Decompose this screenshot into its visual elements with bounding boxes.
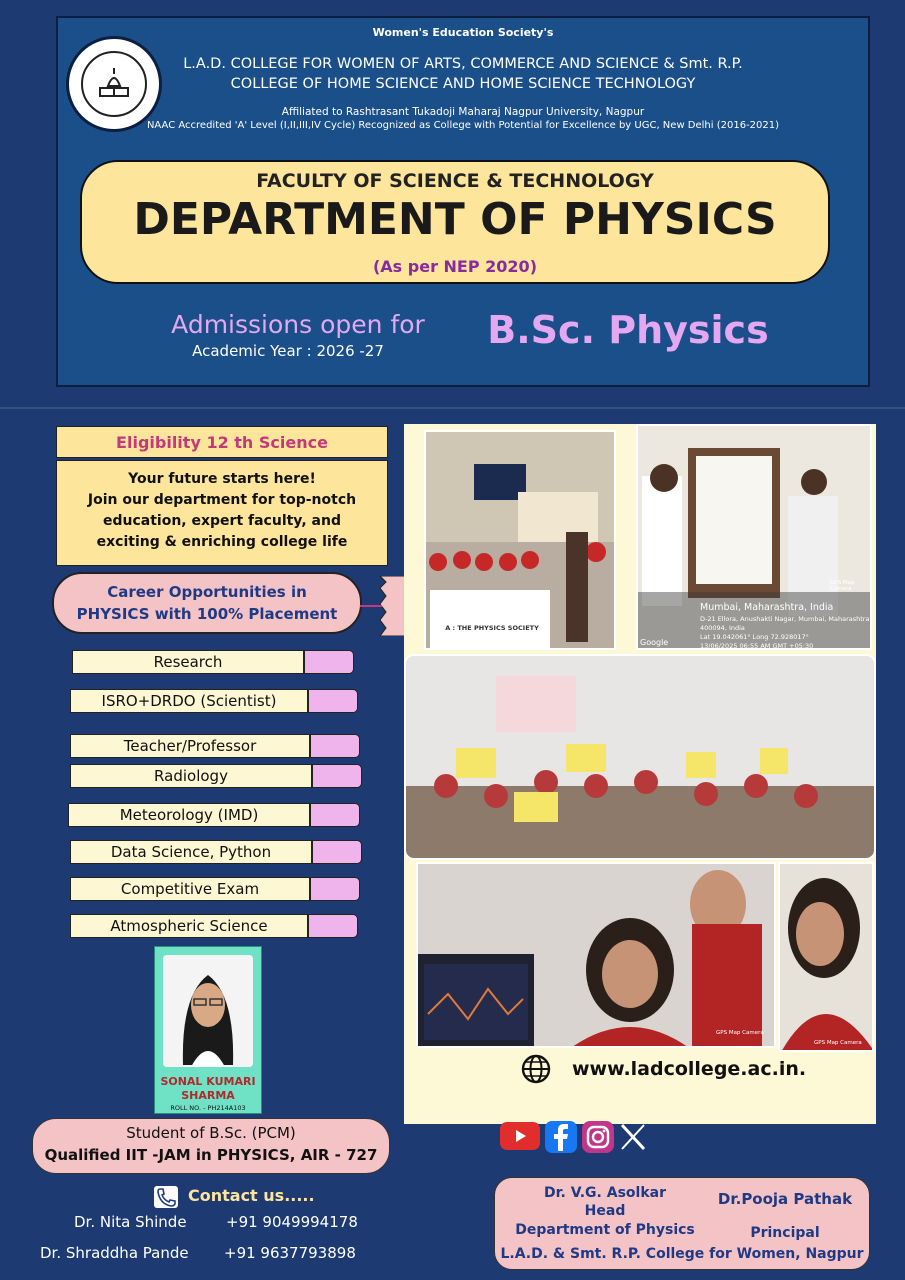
instagram-icon[interactable] bbox=[582, 1121, 614, 1153]
student-caption bbox=[32, 1118, 390, 1174]
photo-location: Mumbai, Maharashtra, India bbox=[700, 602, 834, 613]
student-name-line2: SHARMA bbox=[181, 1089, 235, 1102]
student-achievement: Qualified IIT -JAM in PHYSICS, AIR - 727 bbox=[44, 1146, 378, 1164]
faculty-name: FACULTY OF SCIENCE & TECHNOLOGY bbox=[256, 170, 654, 192]
lamp-book-icon bbox=[94, 64, 134, 104]
career-item-meteorology: Meteorology (IMD) bbox=[68, 803, 310, 827]
eligibility-title: Eligibility 12 th Science bbox=[116, 433, 328, 452]
career-item-radiology: Radiology bbox=[70, 764, 312, 788]
eligibility-title-box bbox=[56, 426, 388, 458]
college-life-line: exciting & enriching college life bbox=[96, 534, 348, 550]
college-name-line2: COLLEGE OF HOME SCIENCE AND HOME SCIENCE TECHNOLOGY bbox=[230, 76, 696, 92]
academic-year: Academic Year : 2026 -27 bbox=[192, 342, 384, 360]
career-item-data-science: Data Science, Python bbox=[70, 840, 312, 864]
gps-camera-label: GPS Map Camera bbox=[814, 1040, 862, 1046]
facebook-icon[interactable] bbox=[545, 1121, 577, 1153]
website-url: www.ladcollege.ac.in. bbox=[572, 1058, 807, 1080]
divider bbox=[0, 407, 905, 409]
career-item-isro: ISRO+DRDO (Scientist) bbox=[70, 689, 308, 713]
photo-student-closeup bbox=[780, 864, 874, 1052]
career-header bbox=[52, 572, 362, 634]
photo-students-classroom bbox=[406, 656, 876, 860]
contact-phone[interactable]: +91 9049994178 bbox=[226, 1213, 358, 1231]
photo-classroom bbox=[404, 654, 876, 860]
program-name: B.Sc. Physics bbox=[487, 308, 769, 352]
career-tab bbox=[310, 734, 360, 758]
career-item-teacher: Teacher/Professor bbox=[70, 734, 310, 758]
principal-title: Principal bbox=[750, 1225, 820, 1241]
college-logo bbox=[66, 36, 162, 132]
head-title: Head bbox=[584, 1203, 626, 1219]
career-tab bbox=[304, 650, 354, 674]
department-name: DEPARTMENT OF PHYSICS bbox=[133, 194, 777, 245]
career-tab bbox=[310, 877, 360, 901]
gps-camera-label: GPS Map Camera bbox=[716, 1030, 764, 1036]
principal-name: Dr.Pooja Pathak bbox=[717, 1190, 853, 1208]
nep-note: (As per NEP 2020) bbox=[372, 257, 537, 276]
student-roll: ROLL NO. - PH214A103 bbox=[170, 1104, 246, 1112]
career-tab bbox=[312, 840, 362, 864]
career-tab bbox=[312, 764, 362, 788]
photo-student-portrait bbox=[778, 862, 874, 1052]
photo-latlong: Lat 19.042061° Long 72.928017° bbox=[700, 633, 809, 641]
college-name-line1: L.A.D. COLLEGE FOR WOMEN OF ARTS, COMMERCE AND SCIENCE & Smt. R.P. bbox=[183, 56, 743, 72]
photo-workshop bbox=[636, 424, 872, 650]
youtube-icon[interactable] bbox=[500, 1122, 540, 1150]
admissions-open: Admissions open for bbox=[171, 310, 425, 339]
career-tab bbox=[308, 689, 358, 713]
student-card bbox=[154, 946, 262, 1114]
education-line: education, expert faculty, and bbox=[103, 513, 341, 529]
future-line: Your future starts here! bbox=[128, 471, 316, 487]
zigzag-ribbon-icon bbox=[360, 576, 406, 636]
physics-society-banner: A : THE PHYSICS SOCIETY bbox=[445, 624, 539, 632]
signatories-college: L.A.D. & Smt. R.P. College for Women, Nagpur bbox=[500, 1246, 864, 1262]
contact-name: Dr. Nita Shinde bbox=[74, 1213, 187, 1231]
head-name: Dr. V.G. Asolkar bbox=[543, 1185, 666, 1201]
student-portrait-icon bbox=[163, 955, 253, 1067]
photo-physics-society bbox=[424, 430, 616, 650]
contact-title: Contact us..... bbox=[188, 1186, 315, 1205]
photo-address2: 400094, India bbox=[700, 624, 745, 632]
google-label: Google bbox=[640, 638, 669, 647]
student-name-line1: SONAL KUMARI bbox=[160, 1075, 256, 1088]
globe-icon bbox=[520, 1053, 552, 1085]
phone-icon bbox=[154, 1186, 178, 1208]
society-name: Women's Education Society's bbox=[372, 26, 554, 39]
photo-students-computers bbox=[418, 864, 776, 1048]
eligibility-box bbox=[56, 460, 388, 566]
naac-accreditation: NAAC Accredited 'A' Level (I,II,III,IV Cycle) Recognized as College with Potential for Excellence by UGC, New Delhi (2016-2021) bbox=[146, 120, 780, 131]
career-item-competitive: Competitive Exam bbox=[70, 877, 310, 901]
career-item-research: Research bbox=[72, 650, 304, 674]
website-link[interactable] bbox=[520, 1052, 840, 1086]
career-item-atmospheric: Atmospheric Science bbox=[70, 914, 308, 938]
student-photo bbox=[163, 955, 253, 1067]
photo-address1: D-21 Ellora, Anushakti Nagar, Mumbai, Maharashtra bbox=[700, 615, 870, 623]
x-twitter-icon[interactable] bbox=[618, 1122, 648, 1152]
contact-name: Dr. Shraddha Pande bbox=[40, 1244, 189, 1262]
gps-camera-label: GPS Map Camera bbox=[830, 580, 855, 592]
career-tab bbox=[308, 914, 358, 938]
career-line1: Career Opportunities in bbox=[107, 583, 307, 601]
affiliation: Affiliated to Rashtrasant Tukadoji Maharaj Nagpur University, Nagpur bbox=[281, 106, 645, 118]
photo-timestamp: 13/06/2025 06:55 AM GMT +05:30 bbox=[700, 642, 814, 650]
career-line2: PHYSICS with 100% Placement bbox=[76, 605, 338, 623]
head-department: Department of Physics bbox=[515, 1222, 695, 1238]
contact-phone[interactable]: +91 9637793898 bbox=[224, 1244, 356, 1262]
signatories-box bbox=[494, 1177, 870, 1270]
student-program: Student of B.Sc. (PCM) bbox=[126, 1124, 296, 1142]
join-line: Join our department for top-notch bbox=[87, 492, 357, 508]
photo-computer-lab bbox=[416, 862, 776, 1048]
career-tab bbox=[310, 803, 360, 827]
department-banner bbox=[80, 160, 830, 284]
photo-students-group bbox=[426, 432, 616, 650]
